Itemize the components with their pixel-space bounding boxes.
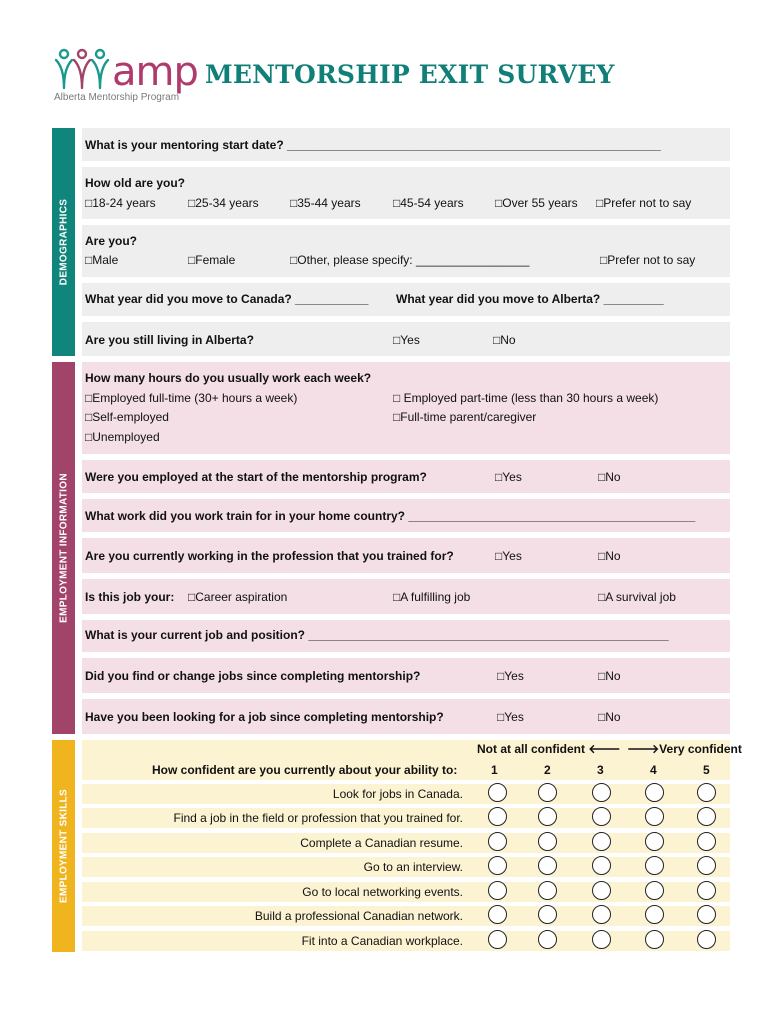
rating-circle[interactable] <box>538 930 557 949</box>
rating-circle[interactable] <box>488 783 507 802</box>
rating-circle[interactable] <box>697 930 716 949</box>
amp-logo <box>54 48 204 108</box>
rating-circle[interactable] <box>538 881 557 900</box>
skills-header-row <box>82 740 742 780</box>
section-bar-skills <box>52 740 75 952</box>
looking-row <box>82 699 730 734</box>
scale-label: 3 <box>597 763 604 777</box>
skill-item-label: Look for jobs in Canada. <box>332 787 463 801</box>
job-type-row <box>82 579 730 614</box>
job-type-option[interactable]: □A fulfilling job <box>393 590 471 604</box>
age-option[interactable]: □45-54 years <box>393 196 464 210</box>
change-jobs-question: Did you find or change jobs since completing mentorship? <box>85 669 421 683</box>
hours-option[interactable]: □Self-employed <box>85 410 169 424</box>
change-jobs-row <box>82 658 730 693</box>
gender-option[interactable]: □Other, please specify: _________________ <box>290 253 530 267</box>
hours-option[interactable]: □Employed full-time (30+ hours a week) <box>85 391 298 405</box>
rating-circle[interactable] <box>488 832 507 851</box>
rating-circle[interactable] <box>488 905 507 924</box>
skill-item-row <box>82 906 730 926</box>
rating-circle[interactable] <box>697 905 716 924</box>
section-bar-employment <box>52 362 75 734</box>
profession-question: Are you currently working in the profession that you trained for? <box>85 549 454 563</box>
start-employed-row <box>82 460 730 493</box>
looking-question: Have you been looking for a job since completing mentorship? <box>85 710 444 724</box>
start-employed-question: Were you employed at the start of the mentorship program? <box>85 470 427 484</box>
move-year-row <box>82 283 730 316</box>
skill-item-label: Build a professional Canadian network. <box>254 909 463 923</box>
rating-circle[interactable] <box>538 832 557 851</box>
skill-item-row <box>82 882 730 902</box>
skill-item-label: Go to local networking events. <box>302 885 463 899</box>
start-date-question[interactable]: What is your mentoring start date? ________________________________________________________ <box>85 138 661 152</box>
skill-item-row <box>82 784 730 804</box>
skill-item-row <box>82 808 730 828</box>
section-label-skills: EMPLOYMENT SKILLS <box>58 789 69 903</box>
looking-yes[interactable]: □Yes <box>497 710 524 724</box>
people-logo-icon <box>54 48 110 90</box>
rating-circle[interactable] <box>697 832 716 851</box>
skill-item-label: Go to an interview. <box>363 860 463 874</box>
living-option-yes[interactable]: □Yes <box>393 333 420 347</box>
skills-question: How confident are you currently about your ability to: <box>152 763 458 777</box>
looking-no[interactable]: □No <box>598 710 621 724</box>
age-option[interactable]: □18-24 years <box>85 196 156 210</box>
scale-label: 5 <box>703 763 710 777</box>
job-type-question: Is this job your: <box>85 590 175 604</box>
profession-yes[interactable]: □Yes <box>495 549 522 563</box>
rating-circle[interactable] <box>645 881 664 900</box>
gender-option[interactable]: □Female <box>188 253 236 267</box>
alberta-year-question[interactable]: What year did you move to Alberta? _________ <box>396 292 664 306</box>
train-question[interactable]: What work did you work train for in your home country? ___________________________________________ <box>85 509 696 523</box>
job-type-option[interactable]: □Career aspiration <box>188 590 288 604</box>
rating-circle[interactable] <box>538 783 557 802</box>
rating-circle[interactable] <box>645 905 664 924</box>
very-confident-label: 🡒Very confident <box>627 742 742 756</box>
rating-circle[interactable] <box>645 832 664 851</box>
rating-circle[interactable] <box>592 832 611 851</box>
section-label-employment: EMPLOYMENT INFORMATION <box>58 473 69 623</box>
logo-subtitle: Alberta Mentorship Program <box>54 92 180 103</box>
rating-circle[interactable] <box>488 930 507 949</box>
hours-option[interactable]: □Full-time parent/caregiver <box>393 410 537 424</box>
age-row <box>82 167 730 219</box>
age-question: How old are you? <box>85 176 186 190</box>
skill-item-label: Complete a Canadian resume. <box>300 836 463 850</box>
rating-circle[interactable] <box>538 856 557 875</box>
rating-circle[interactable] <box>592 807 611 826</box>
profession-no[interactable]: □No <box>598 549 621 563</box>
rating-circle[interactable] <box>697 807 716 826</box>
start-employed-no[interactable]: □No <box>598 470 621 484</box>
living-option-no[interactable]: □No <box>493 333 516 347</box>
rating-circle[interactable] <box>592 783 611 802</box>
skill-item-row <box>82 857 730 877</box>
current-job-question[interactable]: What is your current job and position? ______________________________________________________ <box>85 628 669 642</box>
living-row <box>82 322 730 356</box>
rating-circle[interactable] <box>488 856 507 875</box>
rating-circle[interactable] <box>592 856 611 875</box>
rating-circle[interactable] <box>592 905 611 924</box>
hours-option[interactable]: □ Employed part-time (less than 30 hours a week) <box>393 391 659 405</box>
change-jobs-no[interactable]: □No <box>598 669 621 683</box>
rating-circle[interactable] <box>697 856 716 875</box>
section-bar-demographics <box>52 128 75 356</box>
rating-circle[interactable] <box>645 930 664 949</box>
skill-item-label: Fit into a Canadian workplace. <box>301 934 463 948</box>
skill-item-label: Find a job in the field or profession that you trained for. <box>173 811 463 825</box>
rating-circle[interactable] <box>488 807 507 826</box>
age-option[interactable]: □Prefer not to say <box>596 196 692 210</box>
age-option[interactable]: □Over 55 years <box>495 196 578 210</box>
scale-label: 2 <box>544 763 551 777</box>
not-confident-label: Not at all confident 🡐 <box>477 742 621 756</box>
rating-circle[interactable] <box>645 807 664 826</box>
rating-circle[interactable] <box>538 807 557 826</box>
hours-option[interactable]: □Unemployed <box>85 430 160 444</box>
gender-option[interactable]: □Male <box>85 253 119 267</box>
rating-circle[interactable] <box>538 905 557 924</box>
start-date-row <box>82 128 730 161</box>
profession-row <box>82 538 730 573</box>
skill-item-row <box>82 931 730 951</box>
gender-row <box>82 225 730 277</box>
start-employed-yes[interactable]: □Yes <box>495 470 522 484</box>
age-option[interactable]: □25-34 years <box>188 196 259 210</box>
skill-item-row <box>82 833 730 853</box>
train-row <box>82 499 730 532</box>
rating-circle[interactable] <box>697 881 716 900</box>
rating-circle[interactable] <box>645 783 664 802</box>
rating-circle[interactable] <box>488 881 507 900</box>
section-label-demographics: DEMOGRAPHICS <box>58 198 69 286</box>
rating-circle[interactable] <box>592 930 611 949</box>
rating-circle[interactable] <box>645 856 664 875</box>
scale-label: 1 <box>491 763 498 777</box>
hours-question: How many hours do you usually work each week? <box>85 371 372 385</box>
scale-label: 4 <box>650 763 657 777</box>
gender-option[interactable]: □Prefer not to say <box>600 253 696 267</box>
change-jobs-yes[interactable]: □Yes <box>497 669 524 683</box>
hours-row <box>82 362 730 454</box>
living-question: Are you still living in Alberta? <box>85 333 254 347</box>
age-option[interactable]: □35-44 years <box>290 196 361 210</box>
page-title: MENTORSHIP EXIT SURVEY <box>205 60 615 89</box>
logo-wordmark: amp <box>112 49 198 95</box>
rating-circle[interactable] <box>697 783 716 802</box>
job-type-option[interactable]: □A survival job <box>598 590 676 604</box>
current-job-row <box>82 620 730 652</box>
rating-circle[interactable] <box>592 881 611 900</box>
gender-question: Are you? <box>85 234 138 248</box>
canada-year-question[interactable]: What year did you move to Canada? ___________ <box>85 292 369 306</box>
